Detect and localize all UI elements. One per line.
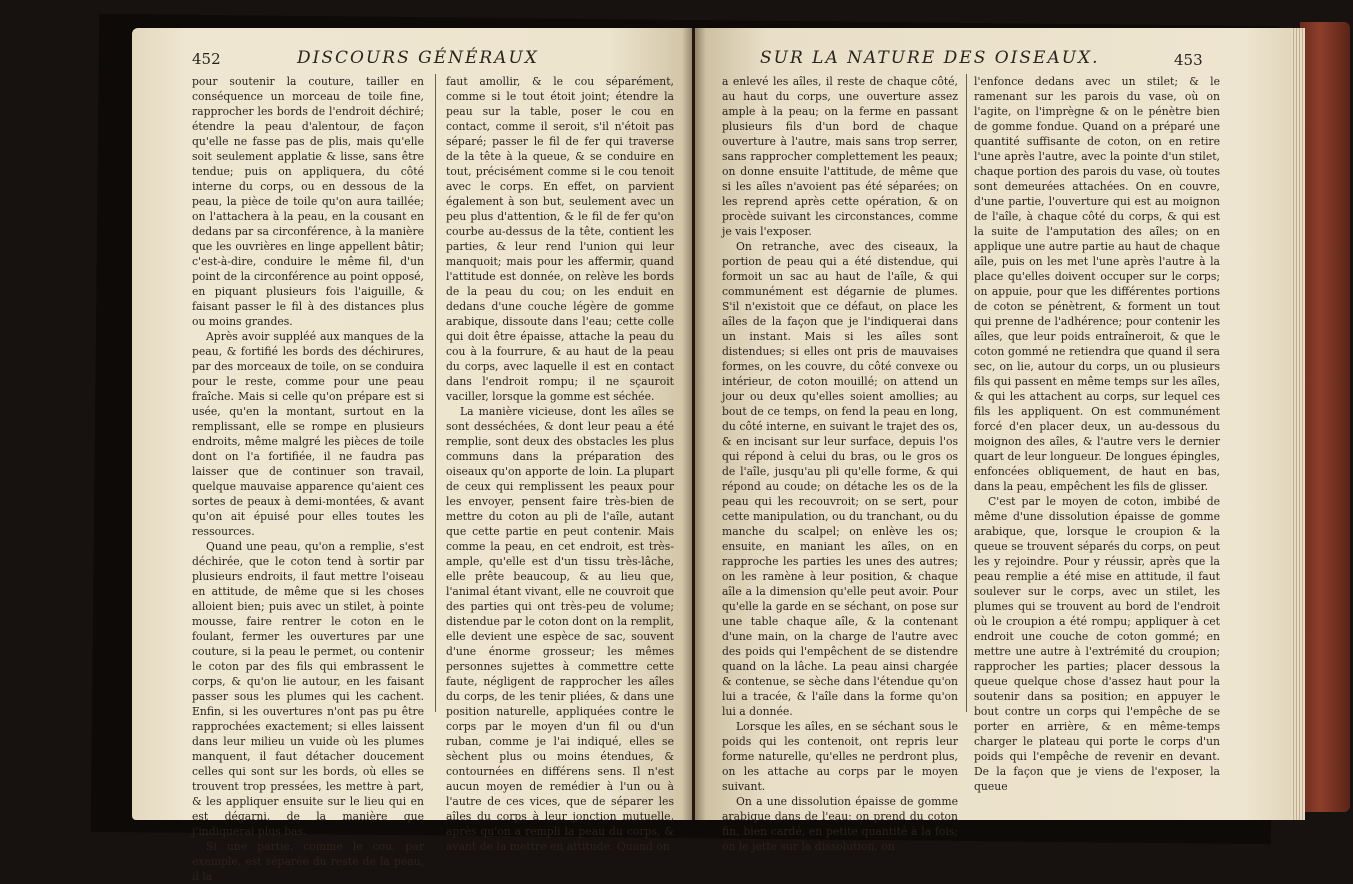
- paragraph: Quand une peau, qu'on a remplie, s'est déchirée, que le coton tend à sortir par plusieurs endroits, il faut mettre l'oiseau en attitude, de même que si les choses alloient bien; puis avec un stilet, à pointe mousse, faire rentrer le coton en le foulant, fermer les ouvertures par une couture, si la peau le permet, ou contenir le coton par des fils qui embrassent le corps, & qu'on lie autour, en les faisant passer sous les plumes qui les cachent. Enfin, si les ouvertures n'ont pas pu être rapprochées exactement; si elles laissent dans leur milieu un vuide où les plumes manquent, il faut détacher doucement celles qui sont sur les bords, où elles se trouvent trop pressées, les mettre à part, & les appliquer ensuite sur le lieu qui en est dégarni, de la manière que j'indiquerai plus bas.: [192, 540, 424, 838]
- paragraph: On retranche, avec des ciseaux, la portion de peau qui a été distendue, qui formoit un sac au haut de l'aîle, & qui communément est dégarnie de plumes. S'il n'existoit que ce défaut, on place les aîles de la façon que je l'indiquerai dans un instant. Mais si les aîles sont distendues; si elles ont pris de mauvaises formes, on les couvre, du côté convexe ou intérieur, de coton mouillé; on attend un jour ou deux qu'elles soient amollies; au bout de ce temps, on fend la peau en long, du côté interne, en suivant le trajet des os, & en incisant sur leur surface, depuis l'os qui répond à celui du bras, ou le gros os de l'aîle, jusqu'au pli qu'elle forme, & qui répond au coude; on détache les os de la peau qui les recouvroit; on se sert, pour cette manipulation, ou du tranchant, ou du manche du scalpel; on enlève les os; ensuite, en maniant les aîles, on en rapproche les parties les unes des autres; on les ramène à leur position, & chaque aîle a la dimension qu'elle peut avoir. Pour qu'elle la garde en se séchant, on pose sur une table chaque aîle, & la contenant d'une main, on la charge de l'autre avec des poids qui l'empêchent de se distendre quand on la lâche. La peau ainsi chargée & contenue, se sèche dans l'étendue qu'on lui a tracée, & l'aîle dans la forme qu'on lui a donnée.: [722, 240, 958, 718]
- left-column-2: [446, 74, 674, 853]
- left-column-1: [192, 74, 424, 883]
- right-running-title: SUR LA NATURE DES OISEAUX.: [760, 48, 1100, 68]
- paragraph: La manière vicieuse, dont les aîles se sont desséchées, & dont leur peau a été remplie, sont deux des obstacles les plus communs dans la préparation des oiseaux qu'on apporte de loin. La plupart de ceux qui remplissent les peaux pour les envoyer, pensent faire très-bien de mettre du coton au pli de l'aîle, autant que cette partie en peut contenir. Mais comme la peau, en cet endroit, est très-ample, qu'elle est d'un tissu très-lâche, elle prête beaucoup, & au lieu que, l'animal étant vivant, elle ne couvroit que des parties qui ont très-peu de volume; distendue par le coton dont on la remplit, elle devient une espèce de sac, souvent d'une énorme grosseur; les mêmes personnes sujettes à commettre cette faute, négligent de rapprocher les aîles du corps, de les tenir pliées, & dans une position naturelle, appliquées contre le corps par le moyen d'un fil ou d'un ruban, comme je l'ai indiqué, elles se sèchent plus ou moins étendues, & contournées en différens sens. Il n'est aucun moyen de remédier à l'un ou à l'autre de ces vices, que de séparer les aîles du corps à leur jonction mutuelle, après qu'on a rempli la peau du corps, & avant de la mettre en attitude. Quand on: [446, 405, 674, 853]
- right-page-number: 453: [1174, 51, 1203, 69]
- left-running-title: DISCOURS GÉNÉRAUX: [297, 48, 539, 68]
- right-column-1: [722, 74, 958, 853]
- left-running-head: [192, 48, 672, 70]
- paragraph: a enlevé les aîles, il reste de chaque côté, au haut du corps, une ouverture assez ample à la peau; on la ferme en passant plusieurs fils d'un bord de chaque ouverture à l'autre, mais sans trop serrer, sans rapprocher complettement les peaux; on donne ensuite l'attitude, de même que si les aîles n'avoient pas été séparées; on les reprend après cette opération, & on procède suivant les circonstances, comme je vais l'exposer.: [722, 75, 958, 238]
- paragraph: Après avoir suppléé aux manques de la peau, & fortifié les bords des déchirures, par des morceaux de toile, on se conduira pour le reste, comme pour une peau fraîche. Mais si celle qu'on prépare est si usée, qu'en la montant, surtout en la remplissant, elle se rompe en plusieurs endroits, même malgré les pièces de toile dont on l'a fortifiée, il ne faudra pas laisser que de continuer son travail, quelque mauvaise apparence qu'aient ces sortes de peaux à demi-montées, & avant qu'on ait épuisé pour elles toutes les ressources.: [192, 330, 424, 538]
- column-rule-left: [435, 74, 436, 712]
- page-edges: [1291, 28, 1305, 820]
- paragraph: pour soutenir la couture, tailler en conséquence un morceau de toile fine, rapprocher les bords de l'endroit déchiré; étendre la peau d'alentour, de façon qu'elle ne fasse pas de plis, mais qu'elle soit seulement applatie & lisse, sans être tendue; puis on appliquera, du côté interne du corps, ou en dessous de la peau, la pièce de toile qu'on aura taillée; on l'attachera à la peau, en la cousant en dedans par sa circonférence, à la manière que les ouvrières en linge appellent bâtir; c'est-à-dire, conduire le même fil, d'un point de la circonférence au point opposé, en piquant plusieurs fois l'aiguille, & faisant passer le fil à des distances plus ou moins grandes.: [192, 75, 424, 328]
- column-rule-right: [966, 74, 967, 712]
- right-running-head: [720, 48, 1240, 70]
- paragraph: Lorsque les aîles, en se séchant sous le poids qui les contenoit, ont repris leur forme naturelle, qu'elles ne perdront plus, on les attache au corps par le moyen suivant.: [722, 720, 958, 793]
- paragraph: Si une partie, comme le cou, par exemple, est séparée du reste de la peau, il la: [192, 840, 424, 883]
- book-gutter: [682, 28, 706, 820]
- paragraph: C'est par le moyen de coton, imbibé de même d'une dissolution épaisse de gomme arabique, que, lorsque le croupion & la queue se trouvent séparés du corps, on peut les y rejoindre. Pour y réussir, après que la peau remplie a été mise en attitude, il faut soulever sur le corps, avec un stilet, les plumes qui se trouvent au bord de l'endroit où le croupion a été rompu; appliquer à cet endroit une couche de coton gommé; en mettre une autre à l'extrémité du croupion; rapprocher les parties; placer dessous la queue quelque chose d'assez haut pour la soutenir dans sa position; en appuyer le bout contre un corps qui l'empêche de se porter en arrière, & en même-temps charger le plateau qui porte le corps d'un poids qui l'empêche de revenir en devant. De la façon que je viens de l'exposer, la queue: [974, 495, 1220, 793]
- left-page-number: 452: [192, 50, 221, 68]
- right-column-2: [974, 74, 1220, 814]
- paragraph: On a une dissolution épaisse de gomme arabique dans de l'eau; on prend du coton fin, bien cardé, en petite quantité à la fois; on le jette sur la dissolution, on: [722, 795, 958, 853]
- book-cover-edge: [1300, 22, 1350, 812]
- paragraph: l'enfonce dedans avec un stilet; & le ramenant sur les parois du vase, où on l'agite, on l'imprègne & on le pénètre bien de gomme fondue. Quand on a préparé une quantité suffisante de coton, on en retire l'une après l'autre, avec la pointe d'un stilet, chaque portion des parois du vase, où toutes sont demeurées attachées. On en couvre, d'une partie, l'ouverture qui est au moignon de l'aîle, à chaque côté du corps, & qui est la suite de l'amputation des aîles; on en applique une autre partie au haut de chaque aîle, puis on les met l'une après l'autre à la place qu'elles doivent occuper sur le corps; on appuie, pour que les différentes portions de coton se pénètrent, & forment un tout qui prenne de l'adhérence; pour contenir les aîles, que leur poids entraîneroit, & que le coton gommé ne retiendra que quand il sera sec, on lie, autour du corps, un ou plusieurs fils qui passent en même temps sur les aîles, & qui les attachent au corps, sur lequel ces fils les appliquent. On est communément forcé d'en placer deux, un au-dessous du moignon des aîles, & l'autre vers le dernier quart de leur longueur. De longues épingles, enfoncées obliquement, de haut en bas, dans la peau, empêchent les fils de glisser.: [974, 75, 1220, 493]
- paragraph: faut amollir, & le cou séparément, comme si le tout étoit joint; étendre la peau sur la table, poser le cou en contact, comme il seroit, s'il n'étoit pas séparé; passer le fil de fer qui traverse de la tête à la queue, & se conduire en tout, précisément comme si le cou tenoit avec le corps. En effet, on parvient également à son but, seulement avec un peu plus d'attention, & le fil de fer qu'on courbe au-dessus de la tête, contient les parties, & leur rend l'union qui leur manquoit; mais pour les affermir, quand l'attitude est donnée, on relève les bords de la peau du cou; on les enduit en dedans d'une couche légère de gomme arabique, dissoute dans l'eau; cette colle qui doit être épaisse, attache la peau du cou à la fourrure, & au haut de la peau du corps, avec laquelle il est en contact dans l'endroit rompu; il ne sçauroit vaciller, lorsque la gomme est séchée.: [446, 75, 674, 403]
